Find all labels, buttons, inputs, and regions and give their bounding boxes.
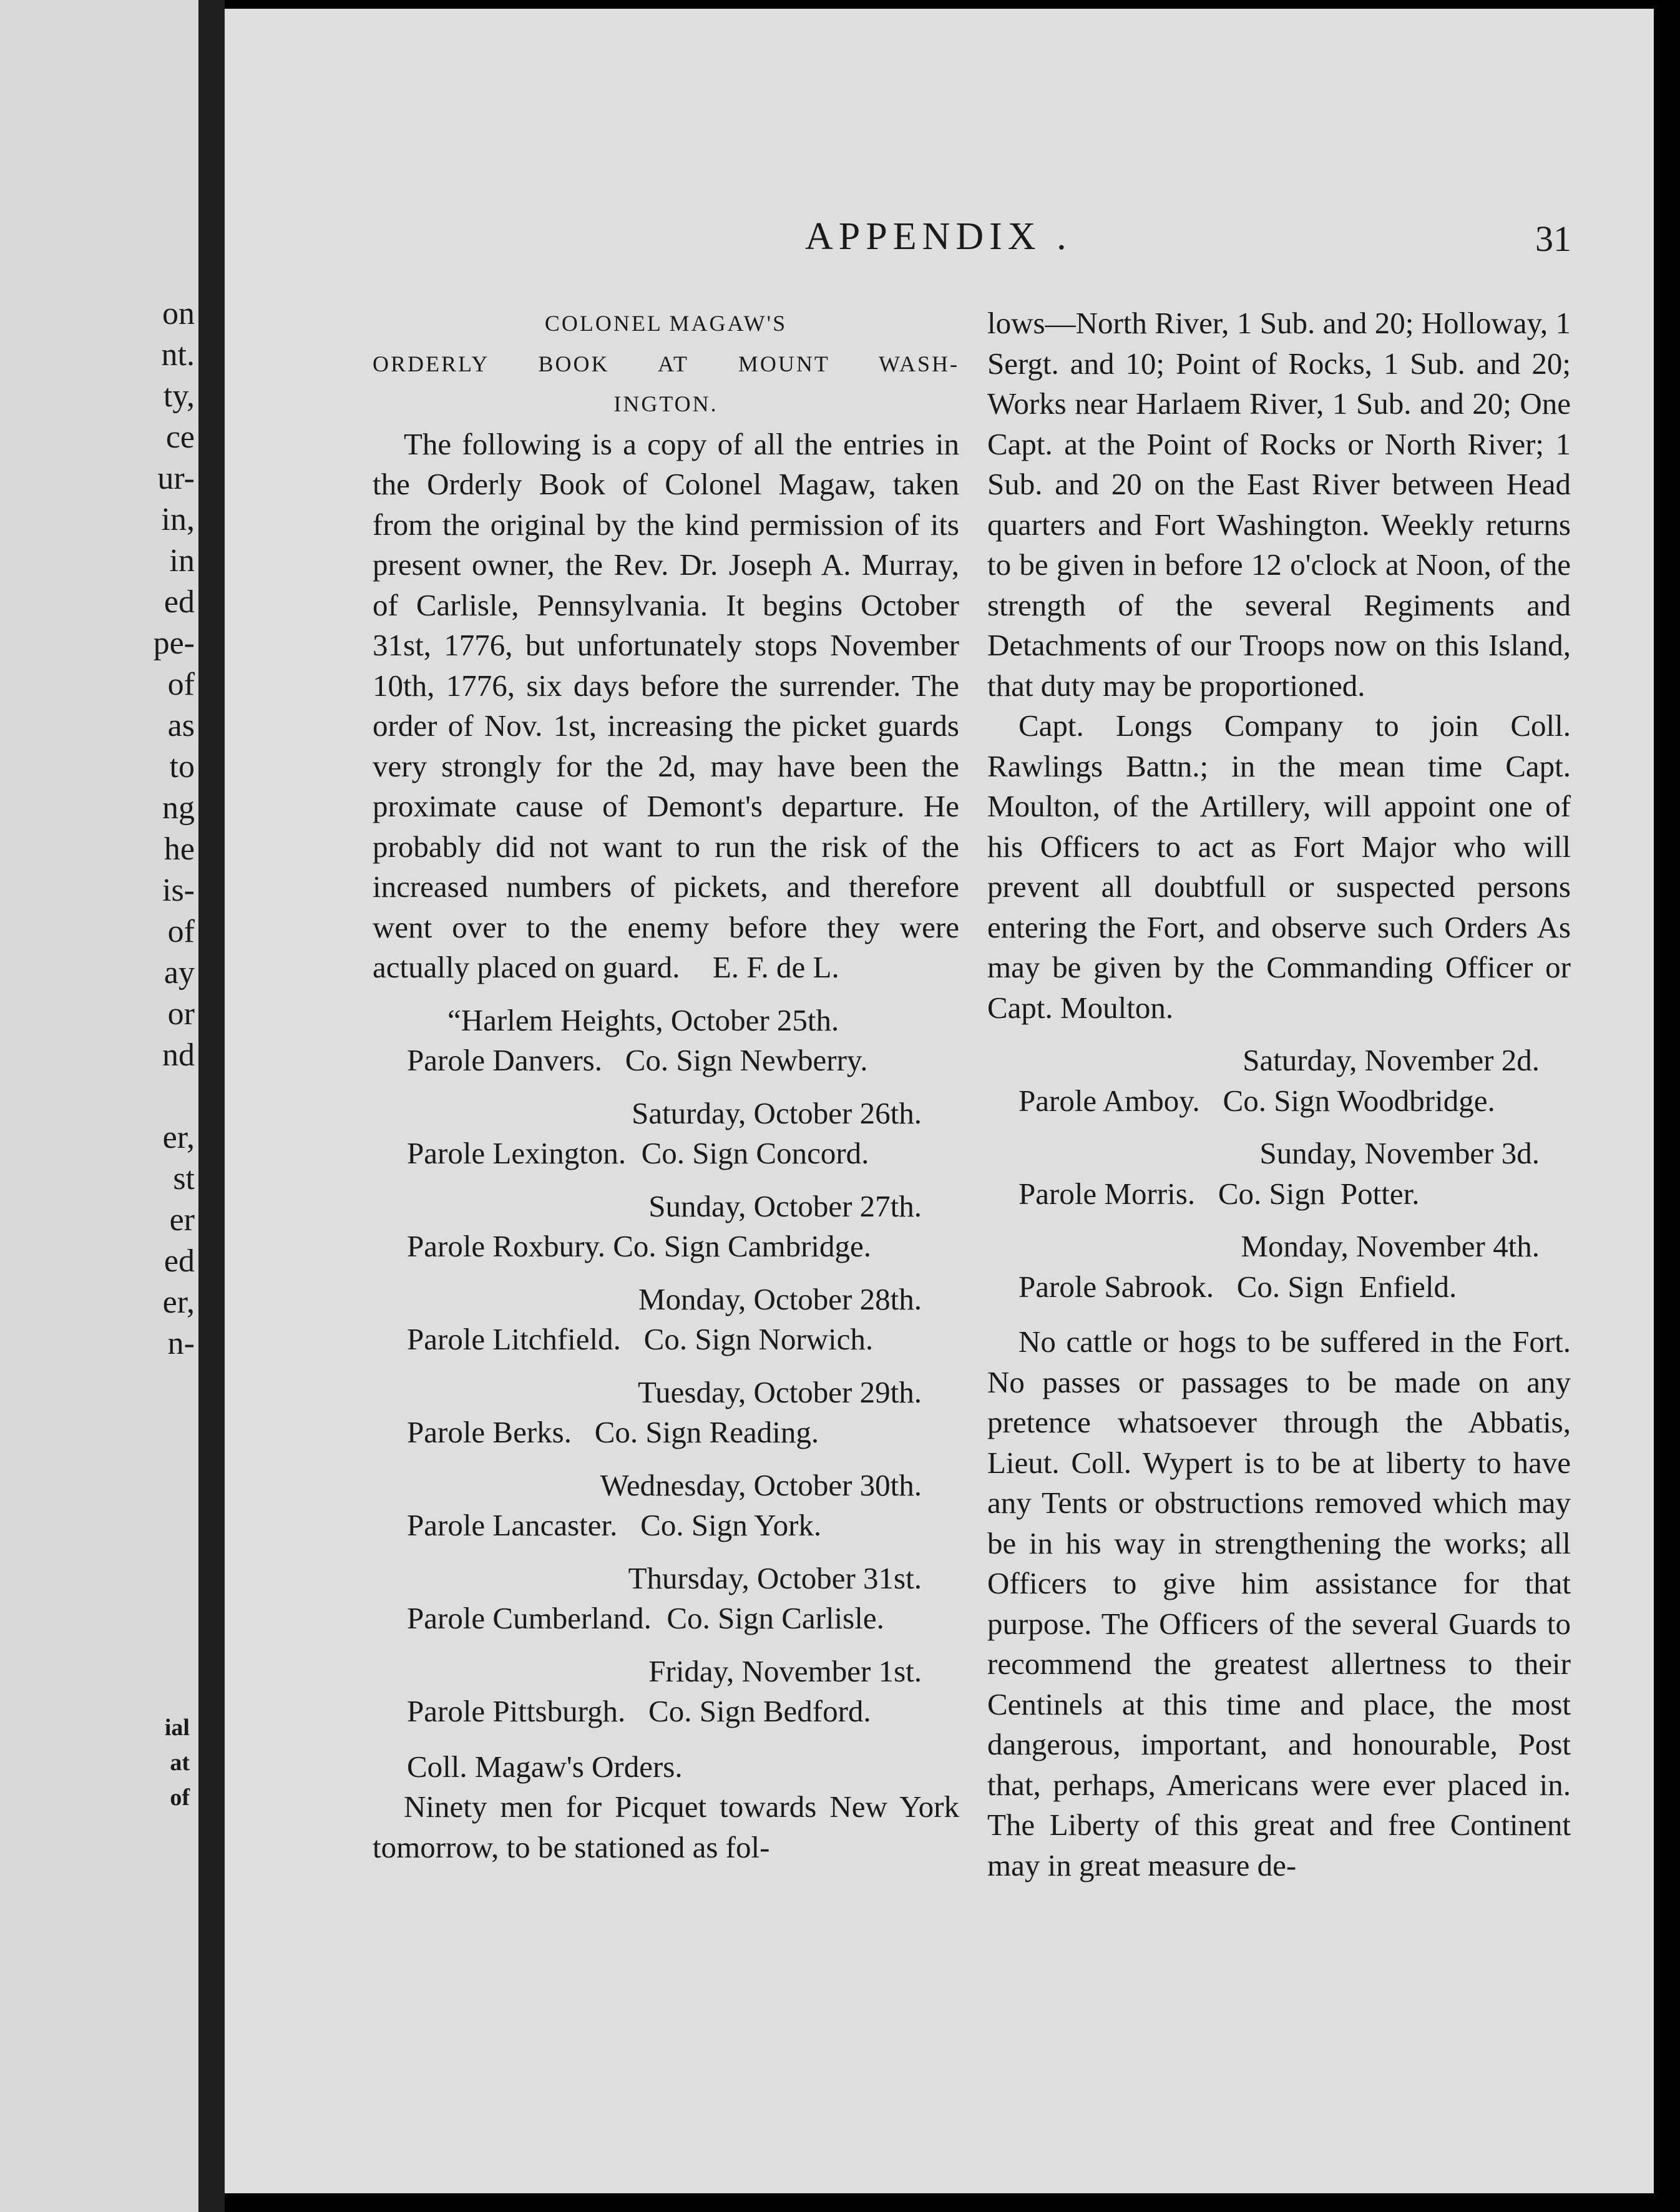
entry-parole: Parole Pittsburgh. Co. Sign Bedford.	[407, 1694, 871, 1728]
entry-parole: Parole Amboy. Co. Sign Woodbridge.	[1018, 1083, 1495, 1118]
left-page-fragment: ay	[164, 955, 195, 991]
left-page-small-fragment: of	[170, 1784, 190, 1811]
left-page-fragment: er	[169, 1202, 195, 1238]
left-page-fragment: is-	[162, 873, 195, 908]
entry-parole: Parole Danvers. Co. Sign Newberry.	[407, 1043, 868, 1077]
running-header: APPENDIX .	[805, 215, 1072, 258]
entry-date: “Harlem Heights, October 25th.	[447, 1002, 839, 1037]
left-page-small-fragment: at	[170, 1750, 190, 1776]
left-page-fragment: n-	[167, 1326, 195, 1361]
left-page-fragment: to	[169, 749, 195, 785]
left-page-fragment: ty,	[163, 378, 195, 414]
left-page-fragment: ed	[164, 584, 195, 620]
left-page-fragment: of	[167, 667, 195, 702]
entry-date: Monday, October 28th.	[638, 1281, 922, 1316]
section-heading-line3: INGTON.	[613, 391, 718, 416]
entry-date: Tuesday, October 29th.	[637, 1374, 922, 1409]
left-page-fragment: in	[169, 543, 195, 579]
entry-date: Sunday, November 3d.	[1259, 1136, 1540, 1170]
left-page-fragment: ed	[164, 1243, 195, 1279]
orders-paragraph: Ninety men for Picquet towards New York tomorrow, to be stationed as fol-	[373, 1789, 959, 1864]
left-page-fragment: as	[167, 708, 195, 743]
page	[225, 9, 1654, 2193]
entry-date: Saturday, November 2d.	[1243, 1043, 1540, 1077]
section-heading-line2: ORDERLY BOOK AT MOUNT WASH-	[373, 351, 959, 376]
left-page-edge	[0, 0, 198, 2212]
left-page-fragment: er,	[162, 1285, 195, 1320]
orders-heading: Coll. Magaw's Orders.	[407, 1749, 683, 1784]
left-page-fragment: ng	[162, 790, 195, 826]
entry-date: Friday, November 1st.	[648, 1653, 922, 1688]
intro-paragraph	[373, 424, 959, 988]
entry-parole: Parole Sabrook. Co. Sign Enfield.	[1018, 1269, 1457, 1304]
left-page-fragment: he	[164, 831, 195, 867]
left-column	[373, 303, 959, 1867]
entry-date: Sunday, October 27th.	[648, 1188, 922, 1223]
entry-date: Thursday, October 31st.	[628, 1560, 922, 1595]
entry-parole: Parole Litchfield. Co. Sign Norwich.	[407, 1322, 874, 1356]
left-page-fragment: st	[173, 1161, 195, 1197]
editor-signature: E. F. de L.	[712, 950, 839, 984]
paragraph-no-cattle: No cattle or hogs to be suffered in the Fort. No passes or passages to be made on any pretence whatsoever through the Abbatis, Lieut. Coll. Wypert is to be at liberty to have any Tents or obstructions removed which may be in his way in strengthening the works; all Officers to give him assistance for that purpose. The Officers of the several Guards to recommend the greatest allertness to their Centinels at this time and place, the most dangerous, important, and honourable, Post that, perhaps, Americans were ever placed in. The Liberty of this great and free Continent may in great measure de-	[987, 1324, 1571, 1882]
entry-parole: Parole Morris. Co. Sign Potter.	[1018, 1176, 1420, 1211]
left-page-fragment: nd	[162, 1037, 195, 1073]
entry-date: Monday, November 4th.	[1241, 1229, 1540, 1263]
entry-date: Wednesday, October 30th.	[600, 1467, 922, 1502]
entry-parole: Parole Cumberland. Co. Sign Carlisle.	[407, 1601, 884, 1635]
left-page-fragment: or	[167, 996, 195, 1032]
left-page-small-fragment: ial	[164, 1715, 190, 1741]
continuation-paragraph: lows—North River, 1 Sub. and 20; Holloway, 1 Sergt. and 10; Point of Rocks, 1 Sub. and 20; Works near Harlaem River, 1 Sub. and 20; One Capt. at the Point of Rocks or North River; 1 Sub. and 20 on the East River between Head quarters and Fort Washington. Weekly returns to be given in before 12 o'clock at Noon, of the strength of the several Regiments and Detachments of our Troops now on this Island, that duty may be proportioned.	[987, 306, 1571, 703]
page-number: 31	[1535, 218, 1571, 259]
left-page-fragment: ur-	[157, 461, 195, 496]
left-page-fragment: of	[167, 914, 195, 949]
entry-parole: Parole Berks. Co. Sign Reading.	[407, 1415, 819, 1449]
left-page-fragment: in,	[161, 502, 195, 537]
left-page-fragment: pe-	[153, 625, 195, 661]
entry-date: Saturday, October 26th.	[632, 1095, 922, 1130]
entry-parole: Parole Roxbury. Co. Sign Cambridge.	[407, 1229, 872, 1263]
right-entries	[987, 1040, 1571, 1307]
entry-parole: Parole Lancaster. Co. Sign York.	[407, 1508, 822, 1542]
entry-parole: Parole Lexington. Co. Sign Concord.	[407, 1136, 869, 1170]
left-page-fragment: er,	[162, 1120, 195, 1155]
left-entries	[373, 1001, 959, 1732]
right-column	[987, 303, 1571, 1886]
left-page-fragment: nt.	[161, 337, 195, 373]
left-page-fragment: on	[162, 296, 195, 331]
section-heading-line1: COLONEL MAGAW'S	[544, 311, 788, 336]
left-page-fragment: ce	[165, 419, 195, 455]
intro-text: The following is a copy of all the entries in the Orderly Book of Colonel Magaw, taken from the original by the kind permission of its present owner, the Rev. Dr. Joseph A. Murray, of Carlisle, Pennsylvania. It begins October 31st, 1776, but unfortunately stops November 10th, 1776, six days before the surrender. The order of Nov. 1st, increasing the picket guards very strongly for the 2d, may have been the proximate cause of Demont's departure. He probably did not want to run the risk of the increased numbers of pickets, and therefore went over to the enemy before they were actually placed on guard.	[373, 426, 959, 984]
book-spine	[198, 0, 225, 2212]
paragraph-capt-longs: Capt. Longs Company to join Coll. Rawlings Battn.; in the mean time Capt. Moulton, of the Artillery, will appoint one of his Officers to act as Fort Major who will prevent all doubtfull or suspected persons entering the Fort, and observe such Orders As may be given by the Commanding Officer or Capt. Moulton.	[987, 708, 1571, 1025]
